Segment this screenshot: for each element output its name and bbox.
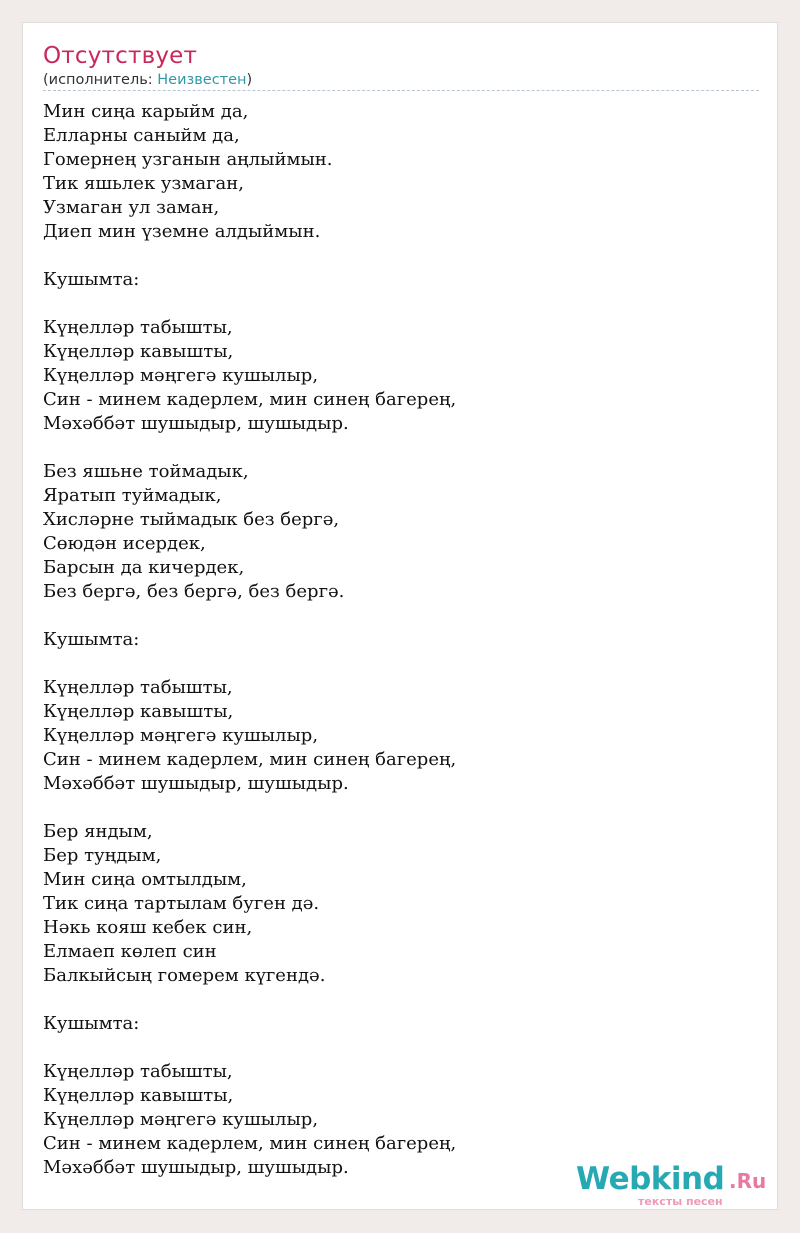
logo-wordmark: Webkind: [576, 1161, 725, 1197]
artist-line: [43, 72, 252, 88]
lyrics-card: [22, 22, 778, 1210]
artist-suffix: ): [246, 72, 253, 88]
lyrics-text: Мин сиңа карыйм да, Елларны саныйм да, Гомернең узганын аңлыймын. Тик яшьлек узмаган, Узмаган ул заман, Диеп мин үземне алдыймын. Кушымта: Күңелләр табышты, Күңелләр кавышты, Күңелләр мәңгегә кушылыр, Син - минем кадерлем, мин синең багерең, Мәхәббәт шушыдыр, шушыдыр. Без яшьне тоймадык, Яратып туймадык, Хисләрне тыймадык без бергә, Сөюдән исердек, Барсын да кичердек, Без бергә, без бергә, без бергә. Кушымта: Күңелләр табышты, Күңелләр кавышты, Күңелләр мәңгегә кушылыр, Син - минем кадерлем, мин синең багерең, Мәхәббәт шушыдыр, шушыдыр. Бер яндым, Бер туңдым, Мин сиңа омтылдым, Тик сиңа тартылам буген дә. Нәкь кояш кебек син, Елмаеп көлеп син Балкыйсың гомерем күгендә. Кушымта: Күңелләр табышты, Күңелләр кавышты, Күңелләр мәңгегә кушылыр, Син - минем кадерлем, мин синең багерең, Мәхәббәт шушыдыр, шушыдыр.: [43, 101, 457, 1178]
artist-prefix: (исполнитель:: [43, 72, 158, 88]
artist-link[interactable]: Неизвестен: [157, 72, 247, 88]
logo-domain-suffix: .Ru: [729, 1169, 767, 1193]
webkind-logo[interactable]: [576, 1161, 771, 1209]
logo-tagline: тексты песен: [638, 1195, 723, 1208]
dashed-divider: [43, 90, 759, 91]
song-title: Отсутствует: [43, 43, 198, 69]
